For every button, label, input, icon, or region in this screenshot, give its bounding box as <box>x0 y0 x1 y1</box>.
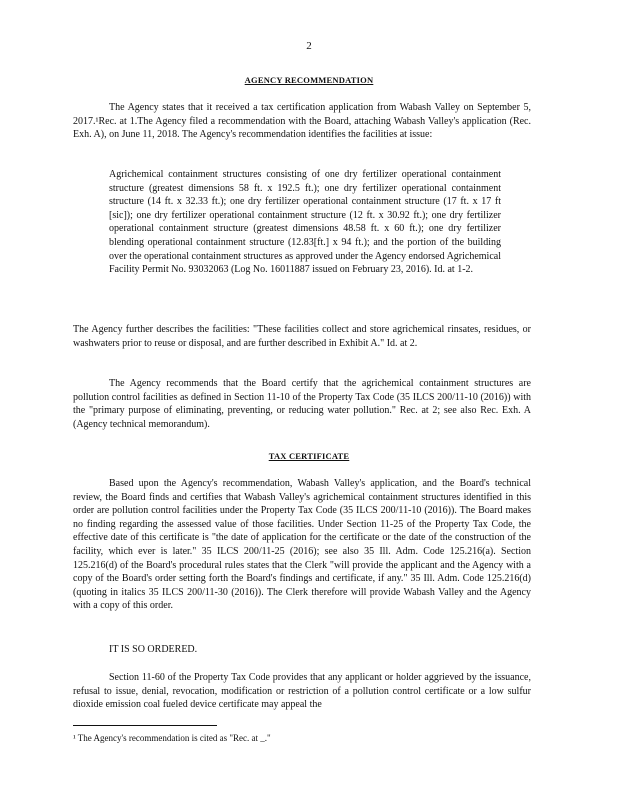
tax-certificate-heading <box>0 451 618 461</box>
block-quote-facilities: Agrichemical containment structures consisting of one dry fertilizer operational containment structure (greatest dimensions 58 ft. x 192.5 ft.); one dry fertilizer operational containment structure (14 ft. x 32.33 ft.); one dry fertilizer operational containment structure (17 ft. x 17 ft [sic]); one dry fertilizer operational containment structure (12 ft. x 30.92 ft.); one dry fertilizer operational containment structure (greatest dimensions 48.58 ft. x 60 ft.); one dry fertilizer blending operational containment structure (12.83[ft.] x 94 ft.); and the portion of the building over the operational containment structures as approved under the Agency endorsed Agrichemical Facility Permit No. 93032063 (Log No. 16011887 issued on February 23, 2016). Id. at 1-2. <box>109 169 501 276</box>
page-number: 2 <box>306 40 312 52</box>
paragraph-board-findings: Based upon the Agency's recommendation, Wabash Valley's application, and the Board's technical review, the Board finds and certifies that Wabash Valley's agrichemical containment structures identified in this order are pollution control facilities under the Property Tax Code (35 ILCS 200/11-10 (2016)). The Board makes no finding regarding the assessed value of those facilities. Under Section 11-25 of the Property Tax Code, the effective date of this certificate is "the date of application for the certificate or the date of the construction of the facility, which ever is later." 35 ILCS 200/11-25 (2016); see also 35 Ill. Adm. Code 125.216(a). Section 125.216(d) of the Board's procedural rules states that the Clerk "will provide the applicant and the Agency with a copy of the Board's order setting forth the Board's findings and certificate, if any." 35 Ill. Adm. Code 125.216(d) (quoting in italics 35 ILCS 200/11-30 (2016)). The Clerk therefore will provide Wabash Valley and the Agency with a copy of this order. <box>73 478 531 612</box>
paragraph-appeal: Section 11-60 of the Property Tax Code provides that any applicant or holder aggrieved by the issuance, refusal to issue, denial, revocation, modification or restriction of a pollution control certificate or a low sulfur dioxide emission coal fueled device certificate may appeal the <box>73 672 531 711</box>
footnote-rule <box>73 725 217 726</box>
paragraph-agency-recommends: The Agency recommends that the Board certify that the agrichemical containment structures are pollution control facilities as defined in Section 11-10 of the Property Tax Code (35 ILCS 200/11-10 (2016)) with the "primary purpose of eliminating, preventing, or reducing water pollution." Rec. at 2; see also Rec. Exh. A (Agency technical memorandum). <box>73 378 531 430</box>
so-ordered-line: IT IS SO ORDERED. <box>109 644 198 655</box>
footnote: ¹ The Agency's recommendation is cited as "Rec. at _." <box>73 733 271 743</box>
agency-recommendation-heading <box>0 75 618 85</box>
agency-recommendation-heading-text: AGENCY RECOMMENDATION <box>244 75 374 85</box>
paragraph-facilities-description: The Agency further describes the facilities: "These facilities collect and store agrichemical rinsates, residues, or washwaters prior to reuse or disposal, and are further described in Exhibit A." Id. at 2. <box>73 324 531 349</box>
paragraph-agency-receipt: The Agency states that it received a tax certification application from Wabash Valley on September 5, 2017.¹Rec. at 1.The Agency filed a recommendation with the Board, attaching Wabash Valley's application (Rec. Exh. A), on June 11, 2018. The Agency's recommendation identifies the facilities at issue: <box>73 102 531 141</box>
tax-certificate-heading-text: TAX CERTIFICATE <box>268 451 350 461</box>
